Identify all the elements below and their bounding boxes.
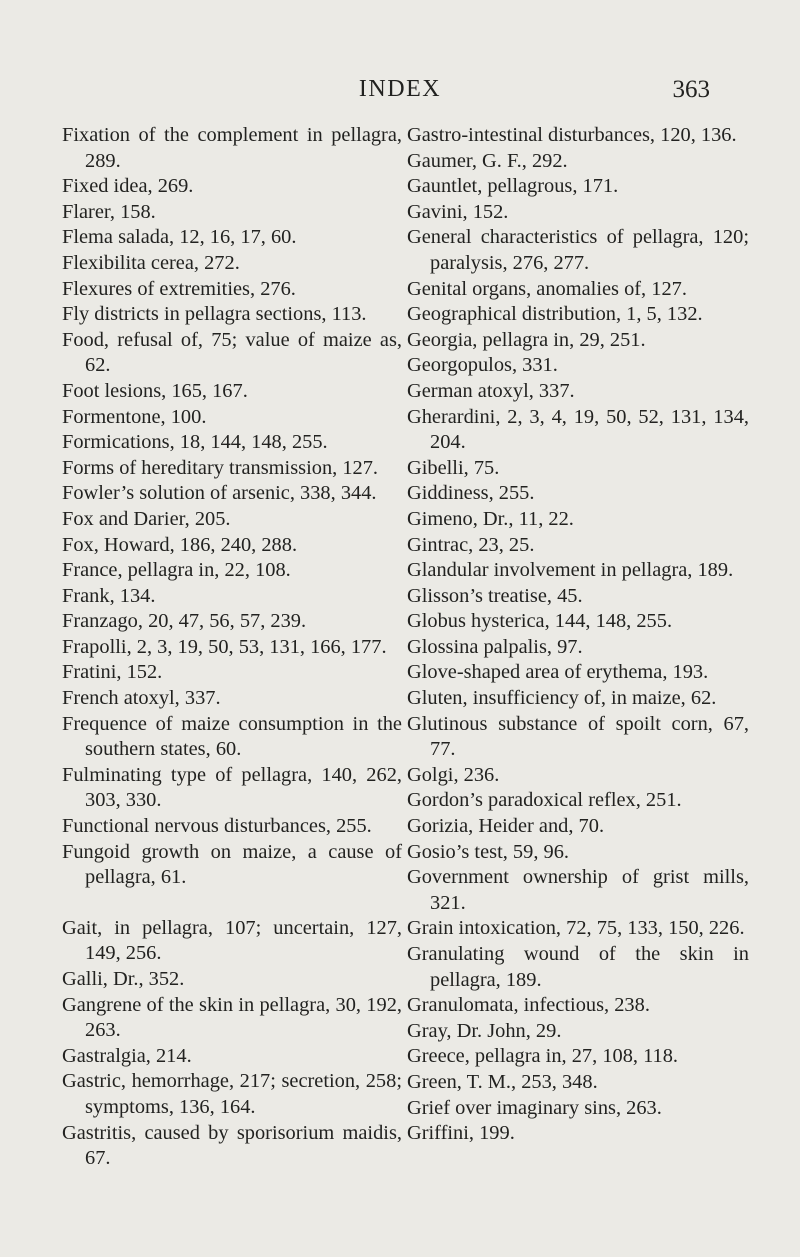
index-entry: Fratini, 152. — [62, 661, 163, 684]
index-entry: Gintrac, 23, 25. — [407, 533, 535, 556]
index-entry: General characteristics of pellagra, 120; paralysis, 276, 277. — [407, 226, 749, 274]
index-entry: Franzago, 20, 47, 56, 57, 239. — [62, 610, 307, 633]
index-entry: Gaumer, G. F., 292. — [407, 149, 568, 172]
index-entry: Golgi, 236. — [407, 763, 500, 786]
index-entry: Gait, in pellagra, 107; uncertain, 127, 149, 256. — [62, 916, 402, 965]
index-entry: Gimeno, Dr., 11, 22. — [407, 507, 574, 530]
index-entry: Grain intoxication, 72, 75, 133, 150, 226. — [407, 917, 745, 940]
index-entry: Gavini, 152. — [407, 200, 509, 223]
index-column-right — [407, 123, 749, 1147]
index-entry: Food, refusal of, 75; value of maize as, 62. — [62, 328, 402, 377]
index-entry: Fowler’s solution of arsenic, 338, 344. — [62, 482, 377, 505]
index-entry: Gordon’s paradoxical reflex, 251. — [407, 789, 682, 812]
index-entry: Gauntlet, pellagrous, 171. — [407, 175, 619, 198]
index-entry: Fly districts in pellagra sections, 113. — [62, 303, 367, 326]
index-entry: Griffini, 199. — [407, 1122, 515, 1145]
header-title: INDEX — [358, 76, 442, 102]
index-entry: Glove-shaped area of erythema, 193. — [407, 661, 709, 684]
index-entry: Granulomata, infectious, 238. — [407, 994, 650, 1017]
index-entry: Greece, pellagra in, 27, 108, 118. — [407, 1045, 679, 1068]
index-entry: Granulating wound of the skin in pellagra, 189. — [407, 943, 749, 991]
index-entry: Glisson’s treatise, 45. — [407, 584, 583, 607]
index-entry: Frapolli, 2, 3, 19, 50, 53, 131, 166, 177. — [62, 635, 387, 658]
index-entry: France, pellagra in, 22, 108. — [62, 559, 291, 582]
index-entry: Frank, 134. — [62, 584, 156, 607]
index-entry: Gastralgia, 214. — [62, 1044, 192, 1067]
index-entry: Grief over imaginary sins, 263. — [407, 1096, 662, 1119]
index-entry: Gastric, hemorrhage, 217; secretion, 258; symptoms, 136, 164. — [62, 1070, 402, 1118]
index-entry: Flarer, 158. — [62, 200, 156, 223]
index-entry: Georgia, pellagra in, 29, 251. — [407, 328, 646, 351]
index-entry: Gosio’s test, 59, 96. — [407, 840, 569, 863]
index-column-left — [62, 123, 402, 1172]
index-entry: Formications, 18, 144, 148, 255. — [62, 431, 328, 454]
index-entry: Gray, Dr. John, 29. — [407, 1019, 562, 1042]
index-entry: Giddiness, 255. — [407, 482, 535, 505]
page-number: 363 — [672, 76, 710, 103]
index-entry: Fox, Howard, 186, 240, 288. — [62, 533, 298, 556]
index-entry: French atoxyl, 337. — [62, 687, 221, 710]
index-entry: Government ownership of grist mills, 321. — [407, 866, 749, 914]
index-entry: Forms of hereditary transmission, 127. — [62, 456, 379, 479]
index-entry: Flema salada, 12, 16, 17, 60. — [62, 226, 297, 249]
index-entry: Galli, Dr., 352. — [62, 968, 185, 990]
index-entry: Green, T. M., 253, 348. — [407, 1070, 598, 1093]
index-entry: Fixation of the complement in pellagra, 289. — [62, 124, 402, 172]
index-entry: Fixed idea, 269. — [62, 175, 194, 198]
index-entry: Geographical distribution, 1, 5, 132. — [407, 303, 703, 326]
index-entry: Globus hysterica, 144, 148, 255. — [407, 610, 673, 633]
index-entry: Georgopulos, 331. — [407, 354, 558, 377]
index-entry: Formentone, 100. — [62, 405, 207, 428]
index-entry: Gangrene of the skin in pellagra, 30, 192, 263. — [62, 993, 402, 1042]
index-entry: Fulminating type of pellagra, 140, 262, 303, 330. — [62, 763, 402, 812]
index-entry: Gastro-intestinal disturbances, 120, 136. — [407, 124, 737, 146]
index-entry: Gibelli, 75. — [407, 456, 500, 479]
index-entry: Fox and Darier, 205. — [62, 507, 231, 530]
index-entry: Flexibilita cerea, 272. — [62, 251, 240, 274]
index-entry: Fungoid growth on maize, a cause of pellagra, 61. — [62, 840, 402, 889]
index-entry: Glossina palpalis, 97. — [407, 635, 583, 658]
index-entry: Glandular involvement in pellagra, 189. — [407, 559, 734, 582]
index-entry: Genital organs, anomalies of, 127. — [407, 277, 687, 300]
index-entry: German atoxyl, 337. — [407, 379, 575, 402]
index-entry: Flexures of extremities, 276. — [62, 277, 296, 300]
index-entry: Gherardini, 2, 3, 4, 19, 50, 52, 131, 134, 204. — [407, 405, 749, 454]
index-entry: Frequence of maize consumption in the southern states, 60. — [62, 712, 402, 761]
index-entry: Functional nervous disturbances, 255. — [62, 815, 372, 838]
page-header — [0, 76, 800, 106]
index-entry: Gastritis, caused by sporisorium maidis, 67. — [62, 1121, 402, 1170]
index-entry: Gorizia, Heider and, 70. — [407, 815, 605, 838]
index-entry: Foot lesions, 165, 167. — [62, 379, 248, 402]
index-entry: Glutinous substance of spoilt corn, 67, 77. — [407, 712, 749, 761]
index-entry: Gluten, insufficiency of, in maize, 62. — [407, 687, 717, 710]
